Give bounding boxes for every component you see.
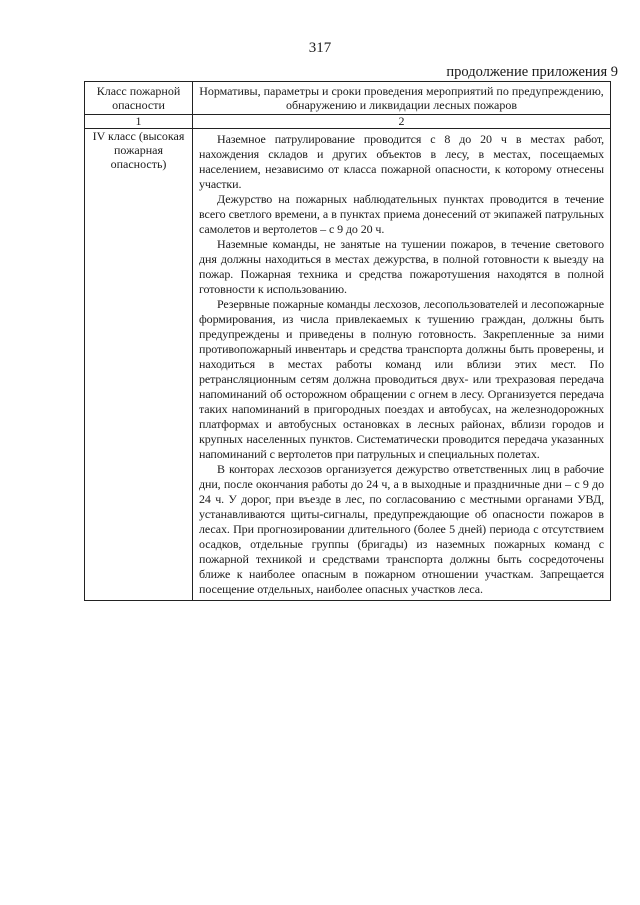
continuation-caption: продолжение приложения 9 [446,64,618,80]
paragraph-ground-teams: Наземные команды, не занятые на тушении пожаров, в течение светового дня должны находиться в местах дежурства, в полной готовности к выезду на пожар. Пожарная техника и средства пожаротушения находятся в полной готовности к использованию. [199,237,604,296]
table-header-row [85,82,611,115]
paragraph-ground-patrol: Наземное патрулирование проводится с 8 до 20 ч в местах работ, нахождения складов и других объектов в лесу, в местах, посещаемых населением, независимо от класса пожарной опасности, к которому отнесены участки. [199,132,604,191]
paragraph-offices-duty: В конторах лесхозов организуется дежурство ответственных лиц в рабочие дни, после окончания работы до 24 ч, а в выходные и праздничные дни – с 9 до 24 ч. У дорог, при въезде в лес, по согласованию с местными органами УВД, устанавливаются щиты-сигналы, предупреждающие об опасности пожаров в лесах. При прогнозировании длительного (более 5 дней) периода с отсутствием осадков, отдельные группы (бригады) из наземных пожарных команд с пожарной техникой и средствами транспорта должны быть сосредоточены ближе к наиболее опасным в пожарном отношении участкам. Запрещается посещение отдельных, наиболее опасных участков леса. [199,462,604,596]
paragraph-reserve-teams: Резервные пожарные команды лесхозов, лесопользователей и лесопожарные формирования, из числа привлекаемых к тушению граждан, должны быть предупреждены и приведены в полную готовность. Закрепленные за ними противопожарный инвентарь и средства транспорта должны быть проверены, и находиться в местах работы команд или вблизи этих мест. По ретрансляционным сетям должна проводиться двух- или трехразовая передача напоминаний об осторожном обращении с огнем в лесу. Организуется передача таких напоминаний в пригородных поездах и автобусах, на железнодорожных платформах и автобусных остановках в лесных районах, вблизи городов и крупных населенных пунктов. Систематически проводится передача указанных напоминаний с вертолетов при патрульных и специальных полетах. [199,297,604,461]
column-header-norms: Нормативы, параметры и сроки проведения мероприятий по предупреждению, обнаружению и ликвидации лесных пожаров [193,82,611,115]
fire-danger-table [84,81,611,601]
paragraph-observation-posts: Дежурство на пожарных наблюдательных пунктах проводится в течение всего светлого времени, а в пунктах приема донесений от экипажей патрульных самолетов и вертолетов – с 9 до 20 ч. [199,192,604,236]
column-number-1: 1 [85,115,193,129]
page-number: 317 [308,40,332,56]
column-header-class: Класс пожарной опасности [85,82,193,115]
table-row [85,129,611,601]
danger-class-cell: IV класс (высокая пожарная опасность) [85,129,193,601]
measures-cell [193,129,611,601]
column-number-row [85,115,611,129]
column-number-2: 2 [193,115,611,129]
